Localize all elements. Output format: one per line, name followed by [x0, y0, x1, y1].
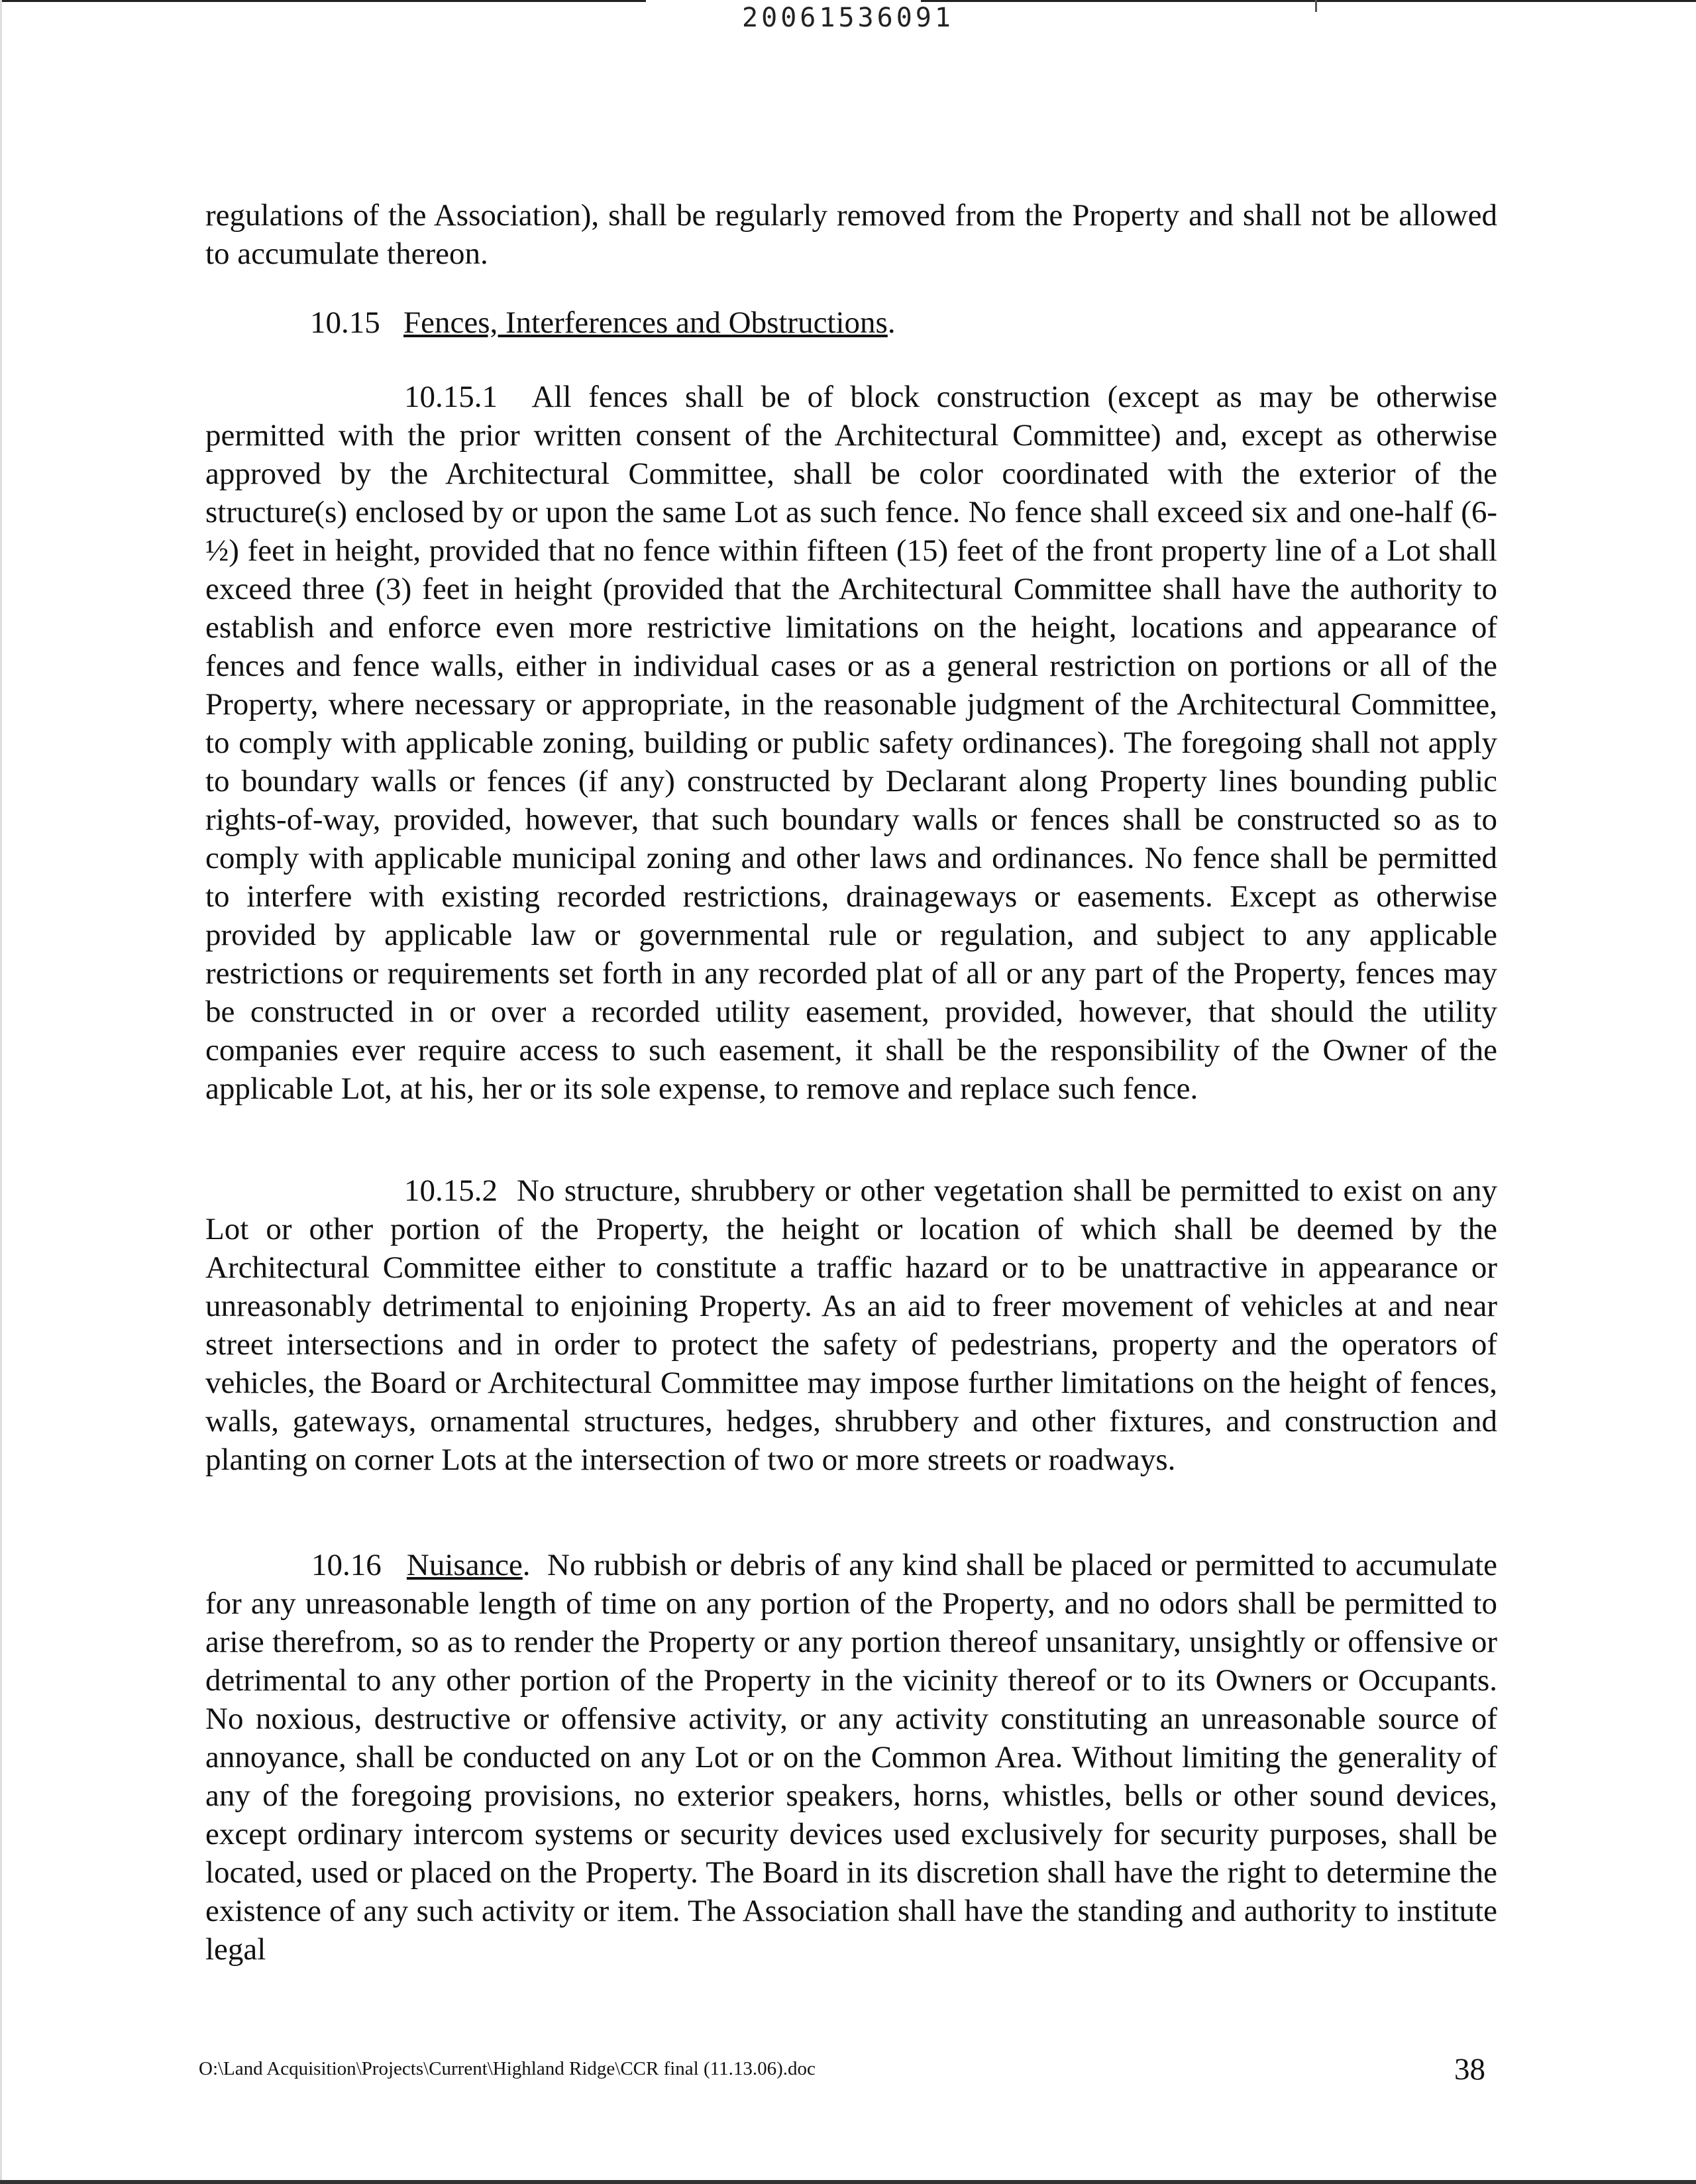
recording-number: 20061536091 — [742, 3, 954, 33]
section-body: No rubbish or debris of any kind shall be placed or permitted to accumulate for any unreasonable length of time on any portion of the Property, and no odors shall be permitted to arise therefrom, so as to render the Property or any portion thereof unsanitary, unsightly or offensive or detrimental to any other portion of the Property in the vicinity thereof or to its Owners or Occupants. No noxious, destructive or offensive activity, or any activity constituting an unreasonable source of annoyance, shall be conducted on any Lot or on the Common Area. Without limiting the generality of any of the foregoing provisions, no exterior speakers, horns, whistles, bells or other sound devices, except ordinary intercom systems or security devices used exclusively for security purposes, shall be located, used or placed on the Property. The Board in its discretion shall have the right to determine the existence of any such activity or item. The Association shall have the standing and authority to institute legal — [205, 1548, 1497, 1967]
footer-file-path: O:\Land Acquisition\Projects\Current\Highland Ridge\CCR final (11.13.06).doc — [199, 2058, 816, 2079]
section-title: Nuisance — [406, 1548, 523, 1582]
section-10-16-paragraph — [205, 1546, 1497, 1969]
section-10-15-2-paragraph — [205, 1172, 1497, 1479]
section-10-15-heading — [310, 303, 896, 342]
section-10-15-1-paragraph — [205, 378, 1497, 1108]
scan-border-bottom — [0, 2180, 1696, 2184]
page-number: 38 — [1454, 2052, 1485, 2087]
section-title: Fences, Interferences and Obstructions — [403, 305, 888, 340]
section-number: 10.15 — [310, 305, 380, 340]
scan-border-left — [0, 0, 2, 2184]
scan-border-top-right — [921, 0, 1696, 2]
section-title-period: . — [522, 1548, 531, 1582]
section-body: No structure, shrubbery or other vegetation shall be permitted to exist on any Lot or other portion of the Property, the height or location of which shall be deemed by the Architectural Committee either to constitute a traffic hazard or to be unattractive in appearance or unreasonably detrimental to enjoining Property. As an aid to freer movement of vehicles at and near street intersections and in order to protect the safety of pedestrians, property and the operators of vehicles, the Board or Architectural Committee may impose further limitations on the height of fences, walls, gateways, ornamental structures, hedges, shrubbery and other fixtures, and construction and planting on corner Lots at the intersection of two or more streets or roadways. — [205, 1174, 1497, 1477]
scan-border-top-left — [0, 0, 646, 2]
section-number: 10.15.1 — [404, 380, 498, 414]
intro-paragraph: regulations of the Association), shall be regularly removed from the Property and shall not be allowed to accumulate thereon. — [205, 198, 1497, 271]
section-body: All fences shall be of block construction (except as may be otherwise permitted with the prior written consent of the Architectural Committee) and, except as otherwise approved by the Architectural Committee, shall be color coordinated with the exterior of the structure(s) enclosed by or upon the same Lot as such fence. No fence shall exceed six and one-half (6-½) feet in height, provided that no fence within fifteen (15) feet of the front property line of a Lot shall exceed three (3) feet in height (provided that the Architectural Committee shall have the authority to establish and enforce even more restrictive limitations on the height, locations and appearance of fences and fence walls, either in individual cases or as a general restriction on portions or all of the Property, where necessary or appropriate, in the reasonable judgment of the Architectural Committee, to comply with applicable zoning, building or public safety ordinances). The foregoing shall not apply to boundary walls or fences (if any) constructed by Declarant along Property lines bounding public rights-of-way, provided, however, that such boundary walls or fences shall be constructed so as to comply with applicable municipal zoning and other laws and ordinances. No fence shall be permitted to interfere with existing recorded restrictions, drainageways or easements. Except as otherwise provided by applicable law or governmental rule or regulation, and subject to any applicable restrictions or requirements set forth in any recorded plat of all or any part of the Property, fences may be constructed in or over a recorded utility easement, provided, however, that should the utility companies ever require access to such easement, it shall be the responsibility of the Owner of the applicable Lot, at his, her or its sole expense, to remove and replace such fence. — [205, 380, 1497, 1106]
section-title-period: . — [887, 305, 896, 340]
section-number: 10.16 — [311, 1548, 382, 1582]
section-number: 10.15.2 — [404, 1174, 498, 1208]
